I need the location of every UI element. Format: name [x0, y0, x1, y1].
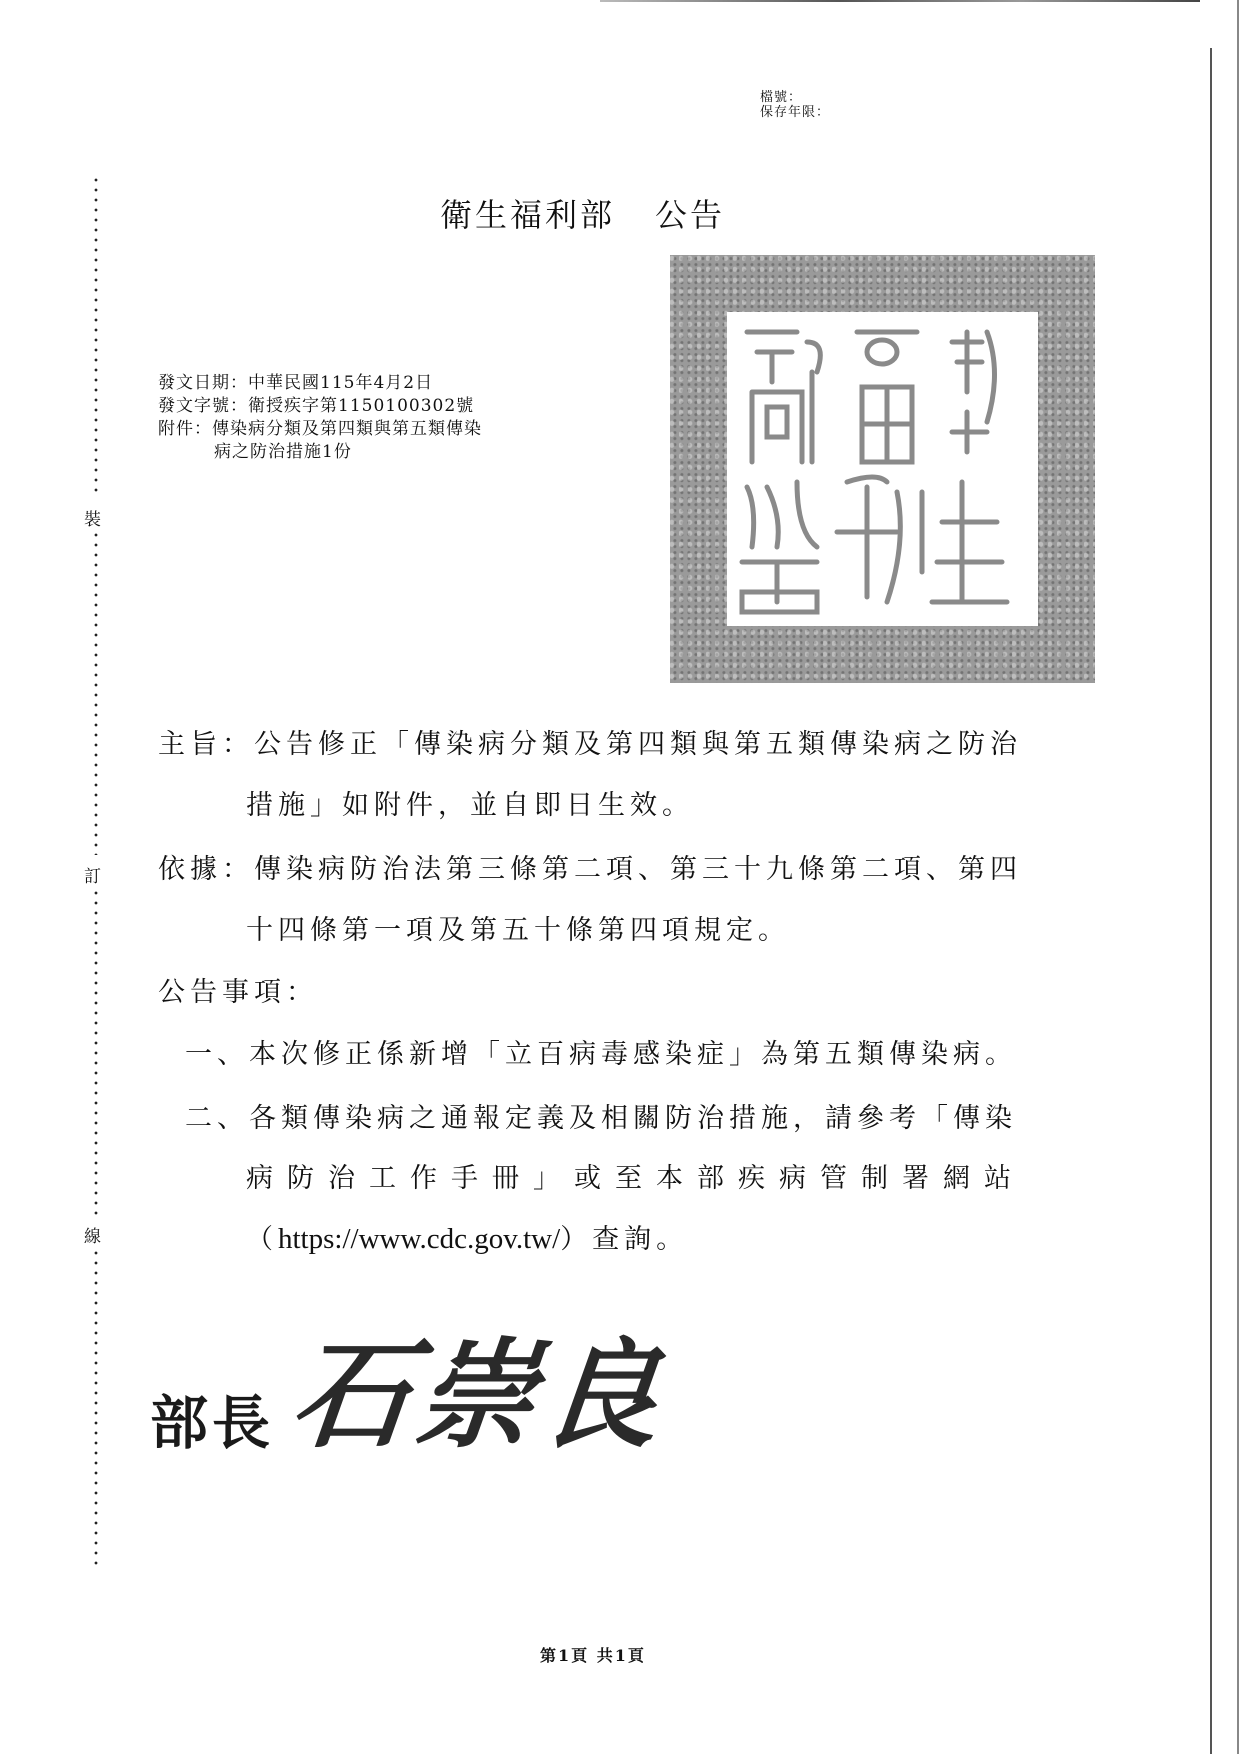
- basis-text: 傳染病防治法第三條第二項、第三十九條第二項、第四: [254, 854, 1022, 885]
- scan-edge-top: [600, 0, 1200, 2]
- seal-script-icon: [727, 312, 1038, 626]
- subject-text: 公告修正「傳染病分類及第四類與第五類傳染病之防治: [254, 729, 1022, 760]
- binding-char-zhuang: 裝: [84, 510, 101, 530]
- notice-item-1: 一、本次修正係新增「立百病毒感染症」為第五類傳染病。: [185, 1039, 1017, 1070]
- retention-period-label: 保存年限：: [760, 105, 831, 120]
- notice-item-2-line-1: 二、各類傳染病之通報定義及相關防治措施，請參考「傳染: [185, 1103, 1017, 1134]
- attachment-value-cont: 病之防治措施1份: [214, 442, 352, 462]
- file-meta: [760, 90, 830, 120]
- basis-line-2: 十四條第一項及第五十條第四項規定。: [246, 915, 790, 946]
- paren-open: （: [246, 1224, 278, 1255]
- subject-line-1: [158, 722, 1022, 761]
- ref-number-label: 發文字號：: [158, 396, 248, 416]
- file-number-label: 檔號：: [760, 90, 803, 105]
- notice-heading: 公告事項：: [158, 977, 318, 1008]
- binding-char-ding: 訂: [84, 867, 101, 887]
- scan-edge-right-outer: [1237, 0, 1239, 1754]
- binding-dotted-line: [94, 175, 98, 495]
- signature-name: 石崇良: [285, 1325, 673, 1464]
- subject-line-2: 措施」如附件，並自即日生效。: [246, 790, 694, 821]
- attachment-label: 附件：: [158, 419, 212, 439]
- official-seal: [670, 255, 1095, 683]
- basis-label: 依據：: [158, 854, 254, 885]
- doc-type: 公告: [655, 196, 726, 234]
- cdc-website-link[interactable]: https://www.cdc.gov.tw/: [278, 1223, 561, 1255]
- notice-item-2-line-3: [246, 1217, 688, 1256]
- binding-dotted-line: [94, 888, 98, 1218]
- basis-line-1: [158, 847, 1022, 886]
- signature-title: 部長: [150, 1389, 275, 1457]
- notice-item-2-line-2: 病防治工作手冊」或至本部疾病管制署網站: [246, 1163, 1025, 1194]
- date-label: 發文日期：: [158, 373, 248, 393]
- attachment-value: 傳染病分類及第四類與第五類傳染: [212, 419, 482, 439]
- binding-dotted-line: [94, 530, 98, 855]
- binding-dotted-line: [94, 1248, 98, 1568]
- seal-inner: [727, 312, 1038, 626]
- paren-close-query: ）查詢。: [560, 1224, 689, 1255]
- agency-name: 衛生福利部: [440, 196, 616, 234]
- binding-char-xian: 線: [84, 1227, 101, 1247]
- document-info: [158, 372, 482, 464]
- ref-number-value: 衛授疾字第1150100302號: [248, 396, 475, 416]
- subject-label: 主旨：: [158, 729, 254, 760]
- page-title: [440, 190, 725, 236]
- scan-edge-right: [1210, 48, 1212, 1754]
- page-number: 第1頁 共1頁: [540, 1646, 646, 1665]
- date-value: 中華民國115年4月2日: [248, 373, 434, 393]
- minister-signature: [150, 1300, 673, 1470]
